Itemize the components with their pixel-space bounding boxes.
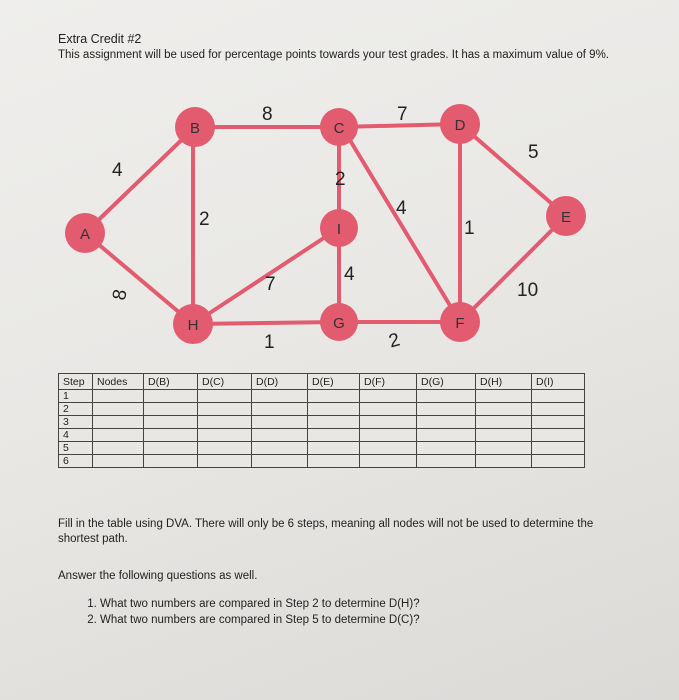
- table-cell: [308, 429, 360, 442]
- weight-b-h: 2: [199, 209, 210, 230]
- weight-h-g: 1: [264, 332, 275, 353]
- node-a-label: A: [79, 226, 91, 243]
- node-f-label: F: [455, 315, 465, 332]
- table-cell: [252, 403, 308, 416]
- step-number: 2: [59, 403, 93, 416]
- table-cell: [93, 429, 144, 442]
- weight-a-h: 8: [109, 287, 132, 302]
- table-cell: [144, 455, 198, 468]
- table-cell: [252, 429, 308, 442]
- table-cell: [308, 390, 360, 403]
- step-number: 1: [59, 390, 93, 403]
- node-h-label: H: [187, 317, 199, 334]
- table-cell: [198, 390, 252, 403]
- table-cell: [144, 390, 198, 403]
- header-d-g: D(G): [417, 374, 476, 390]
- table-cell: [198, 442, 252, 455]
- table-cell: [476, 442, 532, 455]
- table-cell: [93, 390, 144, 403]
- table-row: [59, 390, 585, 403]
- table-cell: [252, 442, 308, 455]
- edge-c-f: [345, 132, 460, 322]
- weight-c-d: 7: [397, 104, 408, 125]
- assignment-intro: This assignment will be used for percentage points towards your test grades. It has a maximum value of 9%.: [58, 49, 609, 61]
- assignment-title: Extra Credit #2: [58, 32, 142, 46]
- weight-g-f: 2: [386, 329, 403, 353]
- question-list: [58, 596, 420, 628]
- table-cell: [532, 416, 585, 429]
- table-cell: [252, 416, 308, 429]
- table-cell: [417, 442, 476, 455]
- table-row: [59, 429, 585, 442]
- weight-d-e: 5: [528, 142, 539, 163]
- question-2: 2. What two numbers are compared in Step 5 to determine D(C)?: [100, 612, 420, 628]
- table-row: [59, 455, 585, 468]
- table-cell: [93, 442, 144, 455]
- table-cell: [252, 390, 308, 403]
- table-header-row: [59, 374, 585, 390]
- table-cell: [360, 416, 417, 429]
- table-cell: [308, 416, 360, 429]
- weight-e-f: 10: [517, 280, 539, 301]
- edge-a-h: [85, 233, 193, 324]
- table-cell: [532, 429, 585, 442]
- table-cell: [476, 403, 532, 416]
- header-d-b: D(B): [144, 374, 198, 390]
- step-number: 6: [59, 455, 93, 468]
- answer-instructions: Answer the following questions as well.: [58, 570, 258, 582]
- edge-d-e: [460, 124, 566, 216]
- table-cell: [417, 455, 476, 468]
- weight-b-c: 8: [262, 104, 273, 125]
- table-cell: [308, 442, 360, 455]
- dva-table: [58, 373, 585, 468]
- table-cell: [532, 442, 585, 455]
- table-cell: [532, 455, 585, 468]
- step-number: 3: [59, 416, 93, 429]
- table-cell: [252, 455, 308, 468]
- table-cell: [308, 455, 360, 468]
- table-cell: [476, 416, 532, 429]
- node-e-label: E: [560, 209, 572, 226]
- table-cell: [360, 390, 417, 403]
- table-cell: [93, 455, 144, 468]
- table-cell: [360, 429, 417, 442]
- edge-a-b: [85, 127, 195, 233]
- header-d-i: D(I): [532, 374, 585, 390]
- table-cell: [144, 403, 198, 416]
- fill-instructions: Fill in the table using DVA. There will only be 6 steps, meaning all nodes will not be used to determine the shortest path.: [58, 518, 594, 545]
- step-number: 5: [59, 442, 93, 455]
- table-cell: [93, 416, 144, 429]
- weight-d-f: 1: [464, 218, 475, 239]
- node-g-label: G: [333, 315, 345, 332]
- table-cell: [308, 403, 360, 416]
- header-d-c: D(C): [198, 374, 252, 390]
- weight-a-b: 4: [112, 160, 123, 181]
- table-row: [59, 442, 585, 455]
- node-d-label: D: [454, 117, 466, 134]
- table-cell: [360, 403, 417, 416]
- table-cell: [532, 403, 585, 416]
- table-cell: [198, 455, 252, 468]
- table-cell: [93, 403, 144, 416]
- table-cell: [417, 416, 476, 429]
- table-row: [59, 416, 585, 429]
- table-cell: [144, 429, 198, 442]
- node-i-label: I: [336, 221, 342, 238]
- table-cell: [476, 390, 532, 403]
- header-step: Step: [59, 374, 93, 390]
- weight-c-f: 4: [396, 198, 407, 219]
- table-cell: [417, 403, 476, 416]
- table-cell: [417, 429, 476, 442]
- edge-e-f: [460, 216, 566, 322]
- header-d-f: D(F): [360, 374, 417, 390]
- weight-c-i: 2: [335, 169, 346, 190]
- table-cell: [476, 455, 532, 468]
- table-cell: [198, 416, 252, 429]
- table-cell: [144, 442, 198, 455]
- table-cell: [360, 455, 417, 468]
- header-d-h: D(H): [476, 374, 532, 390]
- step-number: 4: [59, 429, 93, 442]
- weight-h-i: 7: [265, 274, 276, 295]
- question-1: 1. What two numbers are compared in Step 2 to determine D(H)?: [100, 596, 420, 612]
- table-row: [59, 403, 585, 416]
- header-nodes: Nodes: [93, 374, 144, 390]
- node-b-label: B: [189, 120, 201, 137]
- table-cell: [360, 442, 417, 455]
- table-cell: [198, 429, 252, 442]
- table-cell: [198, 403, 252, 416]
- weight-i-g: 4: [344, 264, 355, 285]
- edge-h-g: [193, 322, 339, 324]
- table-cell: [144, 416, 198, 429]
- header-d-d: D(D): [252, 374, 308, 390]
- table-cell: [417, 390, 476, 403]
- header-d-e: D(E): [308, 374, 360, 390]
- table-cell: [532, 390, 585, 403]
- node-c-label: C: [333, 120, 345, 137]
- table-cell: [476, 429, 532, 442]
